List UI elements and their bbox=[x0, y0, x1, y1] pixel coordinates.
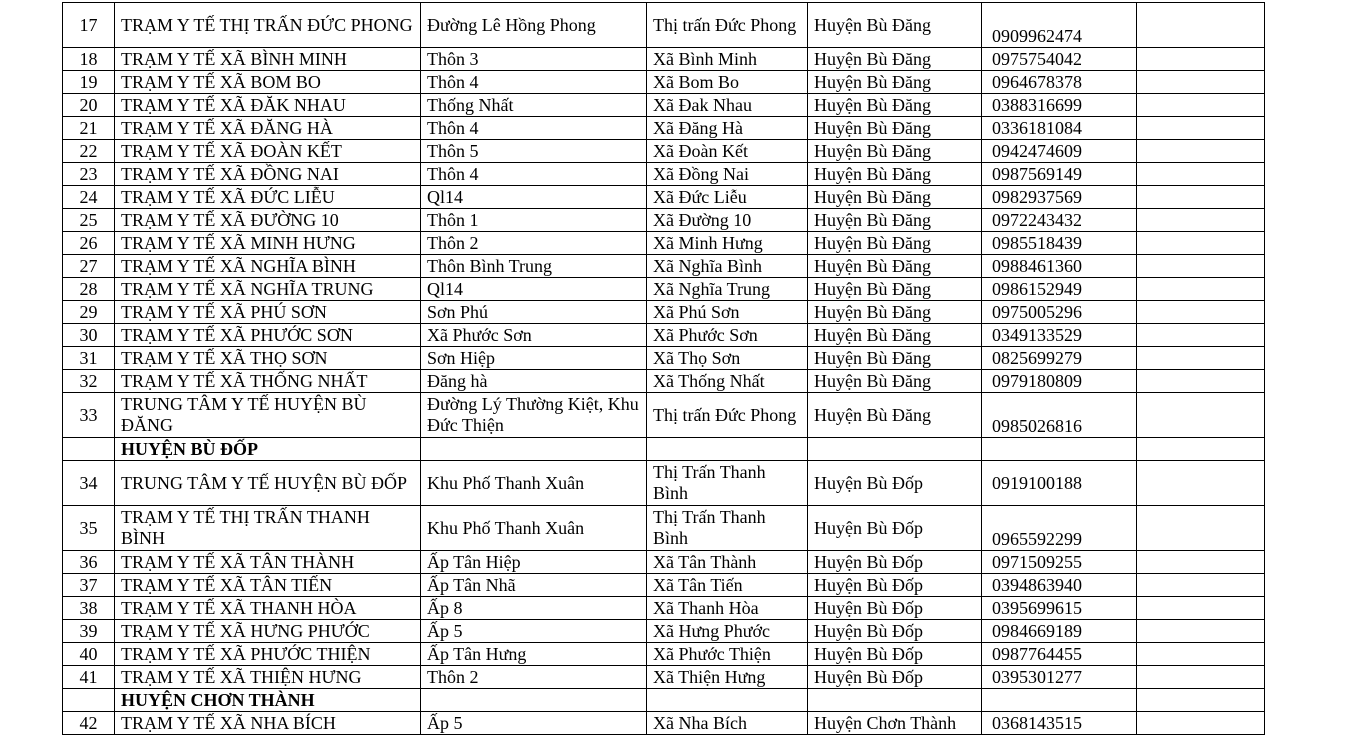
row-number: 42 bbox=[63, 712, 115, 735]
district: Huyện Bù Đăng bbox=[808, 324, 982, 347]
note-cell bbox=[1137, 48, 1265, 71]
district: Huyện Bù Đăng bbox=[808, 163, 982, 186]
address: Thống Nhất bbox=[421, 94, 647, 117]
table-row bbox=[63, 620, 1265, 643]
row-number-cell bbox=[63, 689, 115, 712]
address: Ấp Tân Nhã bbox=[421, 574, 647, 597]
address: Sơn Hiệp bbox=[421, 347, 647, 370]
note-cell bbox=[1137, 370, 1265, 393]
facility-name: TRẠM Y TẾ XÃ ĐĂNG HÀ bbox=[115, 117, 421, 140]
table-row bbox=[63, 506, 1265, 551]
facility-name: TRẠM Y TẾ XÃ THIỆN HƯNG bbox=[115, 666, 421, 689]
facility-name: TRẠM Y TẾ XÃ ĐOÀN KẾT bbox=[115, 140, 421, 163]
row-number: 22 bbox=[63, 140, 115, 163]
note-cell bbox=[1137, 278, 1265, 301]
address: Khu Phố Thanh Xuân bbox=[421, 506, 647, 551]
commune: Xã Đồng Nai bbox=[647, 163, 808, 186]
district: Huyện Bù Đốp bbox=[808, 461, 982, 506]
row-number: 25 bbox=[63, 209, 115, 232]
address: Thôn 2 bbox=[421, 232, 647, 255]
district: Huyện Bù Đăng bbox=[808, 71, 982, 94]
row-number: 37 bbox=[63, 574, 115, 597]
row-number: 30 bbox=[63, 324, 115, 347]
facility-name: TRUNG TÂM Y TẾ HUYỆN BÙ ĐĂNG bbox=[115, 393, 421, 438]
phone-number: 0942474609 bbox=[982, 140, 1137, 163]
note-cell bbox=[1137, 438, 1265, 461]
facility-name: TRẠM Y TẾ XÃ THỐNG NHẤT bbox=[115, 370, 421, 393]
commune: Xã Đak Nhau bbox=[647, 94, 808, 117]
commune: Xã Thanh Hòa bbox=[647, 597, 808, 620]
row-number: 36 bbox=[63, 551, 115, 574]
note-cell bbox=[1137, 620, 1265, 643]
row-number: 28 bbox=[63, 278, 115, 301]
address: Đăng hà bbox=[421, 370, 647, 393]
phone-number: 0919100188 bbox=[982, 461, 1137, 506]
commune: Xã Nghĩa Trung bbox=[647, 278, 808, 301]
facility-name: TRẠM Y TẾ XÃ BOM BO bbox=[115, 71, 421, 94]
note-cell bbox=[1137, 117, 1265, 140]
table-row bbox=[63, 597, 1265, 620]
phone-number: 0985518439 bbox=[982, 232, 1137, 255]
commune: Xã Phước Thiện bbox=[647, 643, 808, 666]
row-number: 19 bbox=[63, 71, 115, 94]
district: Huyện Bù Đăng bbox=[808, 393, 982, 438]
phone-number: 0972243432 bbox=[982, 209, 1137, 232]
note-cell bbox=[1137, 712, 1265, 735]
table-row bbox=[63, 370, 1265, 393]
table-row bbox=[63, 712, 1265, 735]
table-row bbox=[63, 71, 1265, 94]
phone-number: 0982937569 bbox=[982, 186, 1137, 209]
table-row bbox=[63, 393, 1265, 438]
table-row bbox=[63, 94, 1265, 117]
address: Thôn 2 bbox=[421, 666, 647, 689]
table-row bbox=[63, 140, 1265, 163]
address: Thôn 3 bbox=[421, 48, 647, 71]
note-cell bbox=[1137, 232, 1265, 255]
commune: Xã Thống Nhất bbox=[647, 370, 808, 393]
commune: Xã Đăng Hà bbox=[647, 117, 808, 140]
facility-name: TRẠM Y TẾ XÃ HƯNG PHƯỚC bbox=[115, 620, 421, 643]
address: Ql14 bbox=[421, 278, 647, 301]
note-cell bbox=[1137, 597, 1265, 620]
phone-number: 0394863940 bbox=[982, 574, 1137, 597]
address: Ấp Tân Hưng bbox=[421, 643, 647, 666]
table-row bbox=[63, 3, 1265, 48]
district: Huyện Bù Đăng bbox=[808, 117, 982, 140]
district: Huyện Bù Đốp bbox=[808, 506, 982, 551]
note-cell bbox=[1137, 574, 1265, 597]
table-row bbox=[63, 163, 1265, 186]
facility-name: TRẠM Y TẾ XÃ BÌNH MINH bbox=[115, 48, 421, 71]
note-cell bbox=[1137, 301, 1265, 324]
section-title: HUYỆN CHƠN THÀNH bbox=[115, 689, 421, 712]
facility-name: TRẠM Y TẾ XÃ ĐỒNG NAI bbox=[115, 163, 421, 186]
phone-number: 0987764455 bbox=[982, 643, 1137, 666]
facility-name: TRẠM Y TẾ XÃ NGHĨA TRUNG bbox=[115, 278, 421, 301]
row-number: 32 bbox=[63, 370, 115, 393]
note-cell bbox=[1137, 94, 1265, 117]
row-number: 29 bbox=[63, 301, 115, 324]
note-cell bbox=[1137, 255, 1265, 278]
phone-number: 0988461360 bbox=[982, 255, 1137, 278]
note-cell bbox=[1137, 140, 1265, 163]
table-row bbox=[63, 461, 1265, 506]
phone-number: 0979180809 bbox=[982, 370, 1137, 393]
row-number: 39 bbox=[63, 620, 115, 643]
district: Huyện Bù Đốp bbox=[808, 620, 982, 643]
district: Huyện Bù Đốp bbox=[808, 643, 982, 666]
commune: Xã Hưng Phước bbox=[647, 620, 808, 643]
row-number: 18 bbox=[63, 48, 115, 71]
facility-name: TRẠM Y TẾ XÃ TÂN TIẾN bbox=[115, 574, 421, 597]
table-row bbox=[63, 278, 1265, 301]
district-cell bbox=[808, 438, 982, 461]
note-cell bbox=[1137, 163, 1265, 186]
facility-name: TRẠM Y TẾ XÃ PHƯỚC SƠN bbox=[115, 324, 421, 347]
district: Huyện Bù Đốp bbox=[808, 574, 982, 597]
commune: Thị trấn Đức Phong bbox=[647, 3, 808, 48]
facility-name: TRẠM Y TẾ XÃ ĐĂK NHAU bbox=[115, 94, 421, 117]
address: Sơn Phú bbox=[421, 301, 647, 324]
row-number: 21 bbox=[63, 117, 115, 140]
phone-number: 0964678378 bbox=[982, 71, 1137, 94]
phone-number: 0986152949 bbox=[982, 278, 1137, 301]
note-cell bbox=[1137, 689, 1265, 712]
note-cell bbox=[1137, 393, 1265, 438]
district: Huyện Bù Đăng bbox=[808, 140, 982, 163]
district: Huyện Bù Đăng bbox=[808, 370, 982, 393]
address: Thôn Bình Trung bbox=[421, 255, 647, 278]
table-row bbox=[63, 48, 1265, 71]
commune-cell bbox=[647, 689, 808, 712]
district: Huyện Bù Đăng bbox=[808, 255, 982, 278]
facility-name: TRẠM Y TẾ THỊ TRẤN THANH BÌNH bbox=[115, 506, 421, 551]
commune: Xã Bom Bo bbox=[647, 71, 808, 94]
address: Thôn 4 bbox=[421, 117, 647, 140]
district: Huyện Bù Đăng bbox=[808, 3, 982, 48]
phone-number: 0971509255 bbox=[982, 551, 1137, 574]
district-cell bbox=[808, 689, 982, 712]
commune: Xã Thọ Sơn bbox=[647, 347, 808, 370]
facility-name: TRẠM Y TẾ XÃ PHÚ SƠN bbox=[115, 301, 421, 324]
note-cell bbox=[1137, 461, 1265, 506]
phone-number: 0975754042 bbox=[982, 48, 1137, 71]
commune: Thị Trấn Thanh Bình bbox=[647, 461, 808, 506]
table-row bbox=[63, 643, 1265, 666]
address: Xã Phước Sơn bbox=[421, 324, 647, 347]
phone-cell bbox=[982, 438, 1137, 461]
row-number: 24 bbox=[63, 186, 115, 209]
table-row bbox=[63, 255, 1265, 278]
row-number: 35 bbox=[63, 506, 115, 551]
phone-number: 0987569149 bbox=[982, 163, 1137, 186]
facility-name: TRẠM Y TẾ XÃ ĐƯỜNG 10 bbox=[115, 209, 421, 232]
district: Huyện Bù Đăng bbox=[808, 232, 982, 255]
note-cell bbox=[1137, 643, 1265, 666]
address-cell bbox=[421, 438, 647, 461]
note-cell bbox=[1137, 551, 1265, 574]
row-number: 40 bbox=[63, 643, 115, 666]
health-stations-table bbox=[62, 2, 1265, 735]
commune: Xã Đức Liễu bbox=[647, 186, 808, 209]
phone-number: 0985026816 bbox=[982, 393, 1137, 438]
section-header-row bbox=[63, 689, 1265, 712]
commune: Xã Phú Sơn bbox=[647, 301, 808, 324]
table-row bbox=[63, 666, 1265, 689]
address: Ấp 5 bbox=[421, 620, 647, 643]
commune: Xã Tân Thành bbox=[647, 551, 808, 574]
section-header-row bbox=[63, 438, 1265, 461]
commune: Xã Tân Tiến bbox=[647, 574, 808, 597]
address: Ấp 5 bbox=[421, 712, 647, 735]
address: Đường Lý Thường Kiệt, Khu Đức Thiện bbox=[421, 393, 647, 438]
note-cell bbox=[1137, 209, 1265, 232]
address-cell bbox=[421, 689, 647, 712]
address: Khu Phố Thanh Xuân bbox=[421, 461, 647, 506]
note-cell bbox=[1137, 666, 1265, 689]
commune: Xã Phước Sơn bbox=[647, 324, 808, 347]
table-row bbox=[63, 347, 1265, 370]
address: Thôn 5 bbox=[421, 140, 647, 163]
facility-name: TRẠM Y TẾ XÃ THANH HÒA bbox=[115, 597, 421, 620]
address: Ấp 8 bbox=[421, 597, 647, 620]
row-number: 41 bbox=[63, 666, 115, 689]
phone-number: 0349133529 bbox=[982, 324, 1137, 347]
commune-cell bbox=[647, 438, 808, 461]
table-row bbox=[63, 551, 1265, 574]
note-cell bbox=[1137, 186, 1265, 209]
district: Huyện Bù Đăng bbox=[808, 209, 982, 232]
row-number: 31 bbox=[63, 347, 115, 370]
facility-name: TRẠM Y TẾ XÃ TÂN THÀNH bbox=[115, 551, 421, 574]
note-cell bbox=[1137, 347, 1265, 370]
phone-number: 0336181084 bbox=[982, 117, 1137, 140]
facility-name: TRẠM Y TẾ XÃ PHƯỚC THIỆN bbox=[115, 643, 421, 666]
district: Huyện Chơn Thành bbox=[808, 712, 982, 735]
phone-number: 0388316699 bbox=[982, 94, 1137, 117]
district: Huyện Bù Đốp bbox=[808, 666, 982, 689]
commune: Xã Đường 10 bbox=[647, 209, 808, 232]
table-row bbox=[63, 324, 1265, 347]
district: Huyện Bù Đăng bbox=[808, 301, 982, 324]
commune: Xã Nghĩa Bình bbox=[647, 255, 808, 278]
district: Huyện Bù Đăng bbox=[808, 48, 982, 71]
row-number: 34 bbox=[63, 461, 115, 506]
row-number: 27 bbox=[63, 255, 115, 278]
address: Ấp Tân Hiệp bbox=[421, 551, 647, 574]
table-row bbox=[63, 186, 1265, 209]
district: Huyện Bù Đăng bbox=[808, 94, 982, 117]
phone-number: 0368143515 bbox=[982, 712, 1137, 735]
address: Thôn 1 bbox=[421, 209, 647, 232]
commune: Xã Đoàn Kết bbox=[647, 140, 808, 163]
table-row bbox=[63, 232, 1265, 255]
facility-name: TRUNG TÂM Y TẾ HUYỆN BÙ ĐỐP bbox=[115, 461, 421, 506]
phone-number: 0395699615 bbox=[982, 597, 1137, 620]
note-cell bbox=[1137, 324, 1265, 347]
note-cell bbox=[1137, 506, 1265, 551]
table-body bbox=[63, 3, 1265, 735]
facility-name: TRẠM Y TẾ XÃ MINH HƯNG bbox=[115, 232, 421, 255]
district: Huyện Bù Đăng bbox=[808, 186, 982, 209]
facility-name: TRẠM Y TẾ XÃ ĐỨC LIỄU bbox=[115, 186, 421, 209]
table-row bbox=[63, 117, 1265, 140]
facility-name: TRẠM Y TẾ XÃ NHA BÍCH bbox=[115, 712, 421, 735]
row-number: 20 bbox=[63, 94, 115, 117]
commune: Thị Trấn Thanh Bình bbox=[647, 506, 808, 551]
commune: Xã Nha Bích bbox=[647, 712, 808, 735]
phone-number: 0825699279 bbox=[982, 347, 1137, 370]
table-row bbox=[63, 209, 1265, 232]
document-page bbox=[62, 2, 1265, 735]
address: Ql14 bbox=[421, 186, 647, 209]
row-number: 38 bbox=[63, 597, 115, 620]
address: Thôn 4 bbox=[421, 71, 647, 94]
note-cell bbox=[1137, 71, 1265, 94]
district: Huyện Bù Đăng bbox=[808, 278, 982, 301]
district: Huyện Bù Đốp bbox=[808, 551, 982, 574]
phone-number: 0975005296 bbox=[982, 301, 1137, 324]
district: Huyện Bù Đốp bbox=[808, 597, 982, 620]
commune: Xã Bình Minh bbox=[647, 48, 808, 71]
phone-number: 0965592299 bbox=[982, 506, 1137, 551]
commune: Thị trấn Đức Phong bbox=[647, 393, 808, 438]
phone-number: 0395301277 bbox=[982, 666, 1137, 689]
note-cell bbox=[1137, 3, 1265, 48]
section-title: HUYỆN BÙ ĐỐP bbox=[115, 438, 421, 461]
row-number-cell bbox=[63, 438, 115, 461]
phone-number: 0909962474 bbox=[982, 3, 1137, 48]
row-number: 26 bbox=[63, 232, 115, 255]
table-row bbox=[63, 574, 1265, 597]
table-row bbox=[63, 301, 1265, 324]
facility-name: TRẠM Y TẾ THỊ TRẤN ĐỨC PHONG bbox=[115, 3, 421, 48]
facility-name: TRẠM Y TẾ XÃ NGHĨA BÌNH bbox=[115, 255, 421, 278]
address: Đường Lê Hồng Phong bbox=[421, 3, 647, 48]
row-number: 17 bbox=[63, 3, 115, 48]
row-number: 33 bbox=[63, 393, 115, 438]
row-number: 23 bbox=[63, 163, 115, 186]
address: Thôn 4 bbox=[421, 163, 647, 186]
commune: Xã Thiện Hưng bbox=[647, 666, 808, 689]
district: Huyện Bù Đăng bbox=[808, 347, 982, 370]
commune: Xã Minh Hưng bbox=[647, 232, 808, 255]
phone-number: 0984669189 bbox=[982, 620, 1137, 643]
phone-cell bbox=[982, 689, 1137, 712]
facility-name: TRẠM Y TẾ XÃ THỌ SƠN bbox=[115, 347, 421, 370]
